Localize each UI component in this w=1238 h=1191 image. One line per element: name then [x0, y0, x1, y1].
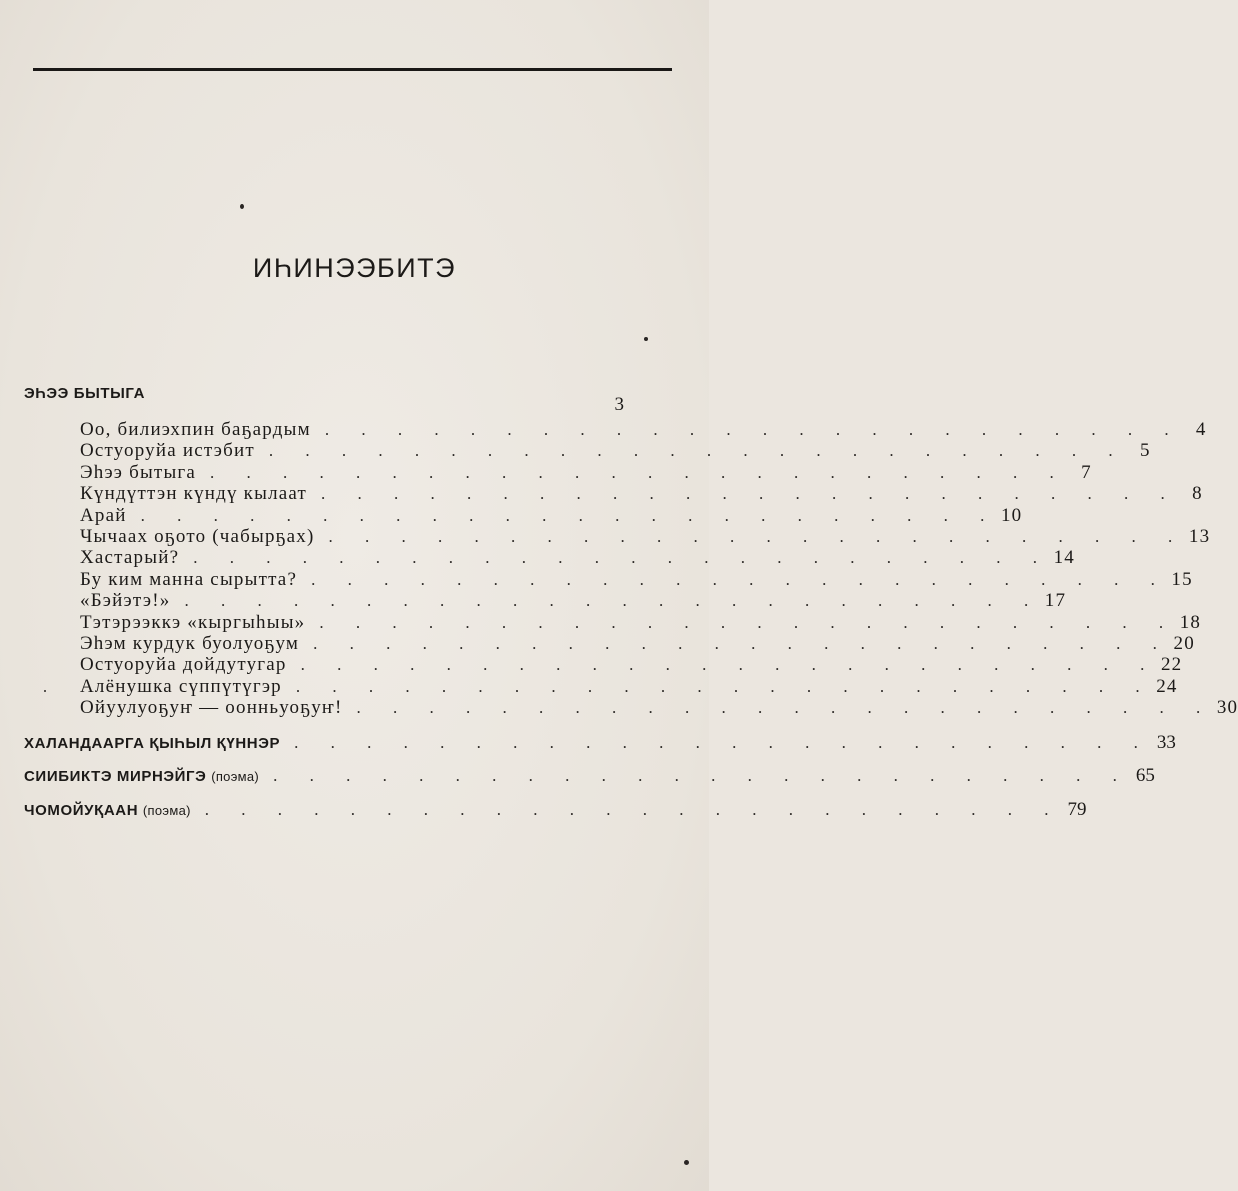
- page-number: 79: [1067, 799, 1087, 820]
- page-number: 7: [1081, 461, 1092, 483]
- page-number: 5: [1139, 440, 1151, 462]
- page-number: 17: [1044, 590, 1067, 612]
- page-number: 30: [1216, 697, 1238, 719]
- section-title: [24, 735, 280, 752]
- dot-leader: . . . . . . . . . . . . . . . . . . . . . . . .: [294, 733, 1152, 752]
- page-number: 18: [1179, 611, 1202, 633]
- entry-title: Тэтэрээккэ «кыргыһыы»: [80, 611, 306, 633]
- toc-entry: [80, 440, 1151, 462]
- section-subtitle: (поэма): [211, 769, 260, 784]
- section-title-text: ХАЛАНДААРГА ҚЫҺЫЛ ҚҮННЭР: [24, 735, 281, 752]
- entry-title: Чычаах оҕото (чабырҕах): [80, 525, 315, 547]
- page-number: 13: [1188, 525, 1211, 547]
- ink-speck: [644, 337, 648, 341]
- section-subtitle: (поэма): [142, 803, 191, 818]
- section-title-text: ЧОМОЙУҚААН: [24, 802, 139, 819]
- entry-title: Остуоруйа истэбит: [80, 440, 255, 462]
- dot-leader: . . . . . . . . . . . . . . . . . . . . . . . .: [204, 800, 1063, 819]
- dot-leader: . . . . . . . . . . . . . . . . . . . . . . . .: [210, 462, 1068, 482]
- entry-title: Бу ким манна сырытта?: [80, 568, 298, 590]
- entry-title: Эһэм курдук буолуоҕум: [80, 632, 300, 654]
- entry-title: Алёнушка сүппүтүгэр: [80, 675, 282, 697]
- toc-section-row: [24, 382, 624, 415]
- page-number: 14: [1053, 547, 1075, 569]
- ink-speck: [684, 1160, 689, 1165]
- toc-entry: [80, 590, 1067, 612]
- ink-speck: [240, 204, 244, 209]
- page-number: 4: [1195, 419, 1207, 440]
- page-number: 22: [1160, 654, 1183, 676]
- toc-entry: [80, 568, 1193, 590]
- section-title-text: СИИБИКТЭ МИРНЭЙГЭ: [24, 768, 207, 785]
- page-number: 15: [1171, 568, 1193, 590]
- section-title-text: ЭҺЭЭ БЫТЫГА: [24, 385, 146, 402]
- dot-leader: . . . . . . . . . . . . . . . . . . . . . . . .: [184, 591, 1043, 611]
- page-number: 24: [1156, 675, 1178, 697]
- toc-entry: [80, 419, 1207, 440]
- page-number: 20: [1173, 632, 1195, 654]
- entry-title: Оо, билиэхпин баҕардым: [80, 419, 311, 440]
- entry-title: Эһээ бытыга: [80, 461, 197, 483]
- entry-title: «Бэйэтэ!»: [80, 590, 171, 612]
- toc-entry: [80, 461, 1092, 483]
- entry-title: Хастарый?: [80, 547, 180, 569]
- ink-speck: [44, 690, 46, 692]
- toc-entry: [80, 547, 1075, 569]
- section-title: [24, 385, 145, 402]
- dot-leader: . . . . . . . . . . . . . . . . . . . . . . . .: [311, 569, 1169, 589]
- dot-leader: . . . . . . . . . . . . . . . . . . . . . . . .: [313, 633, 1171, 653]
- dot-leader: . . . . . . . . . . . . . . . . . . . . . . . .: [295, 676, 1154, 696]
- dot-leader: . . . . . . . . . . . . . . . . . . . . . . . .: [356, 698, 1215, 718]
- toc-section-row: [24, 732, 1176, 754]
- page-number: 65: [1135, 765, 1155, 786]
- toc-entry: [80, 611, 1202, 633]
- dot-leader: . . . . . . . . . . . . . . . . . . . . . . . .: [300, 655, 1159, 675]
- toc-entry: [80, 632, 1195, 654]
- section-title: [24, 768, 259, 785]
- page-title: ИҺИНЭЭБИТЭ: [252, 253, 457, 283]
- page-number: 33: [1156, 732, 1176, 753]
- dot-leader: . . . . . . . . . . . . . . . . . . . . . . . .: [324, 420, 1183, 439]
- toc-section-row: [24, 799, 1087, 821]
- toc-entry: [80, 525, 1211, 547]
- page-number: 3: [614, 394, 624, 415]
- toc-entry: [80, 504, 1023, 526]
- toc-entry: [80, 697, 1238, 719]
- page-number: 10: [1000, 504, 1023, 526]
- top-rule: [33, 68, 672, 71]
- dot-leader: . . . . . . . . . . . . . . . . . . . . . . . .: [268, 441, 1127, 461]
- entry-title: Остуоруйа дойдутугар: [80, 654, 287, 676]
- dot-leader: . . . . . . . . . . . . . . . . . . . . . . . .: [273, 766, 1131, 785]
- entry-title: Ойуулуоҕуҥ — оонньуоҕуҥ!: [80, 697, 343, 719]
- dot-leader: . . . . . . . . . . . . . . . . . . . . . . . .: [319, 612, 1178, 632]
- dot-leader: . . . . . . . . . . . . . . . . . . . . . . . .: [328, 526, 1187, 546]
- toc-section-row: [24, 765, 1155, 787]
- poem-list: [80, 419, 1238, 719]
- section-title: [24, 802, 191, 819]
- toc-entry: [80, 654, 1183, 676]
- toc-entry: [80, 483, 1203, 505]
- page-number: 8: [1192, 483, 1203, 505]
- dot-leader: . . . . . . . . . . . . . . . . . . . . . . . .: [321, 484, 1179, 504]
- entry-title: Күндүттэн күндү кылаат: [80, 483, 308, 505]
- entry-title: Арай: [80, 504, 127, 526]
- toc-entry: [80, 675, 1178, 697]
- dot-leader: . . . . . . . . . . . . . . . . . . . . . . . .: [140, 505, 999, 525]
- dot-leader: . . . . . . . . . . . . . . . . . . . . . . . .: [193, 548, 1051, 568]
